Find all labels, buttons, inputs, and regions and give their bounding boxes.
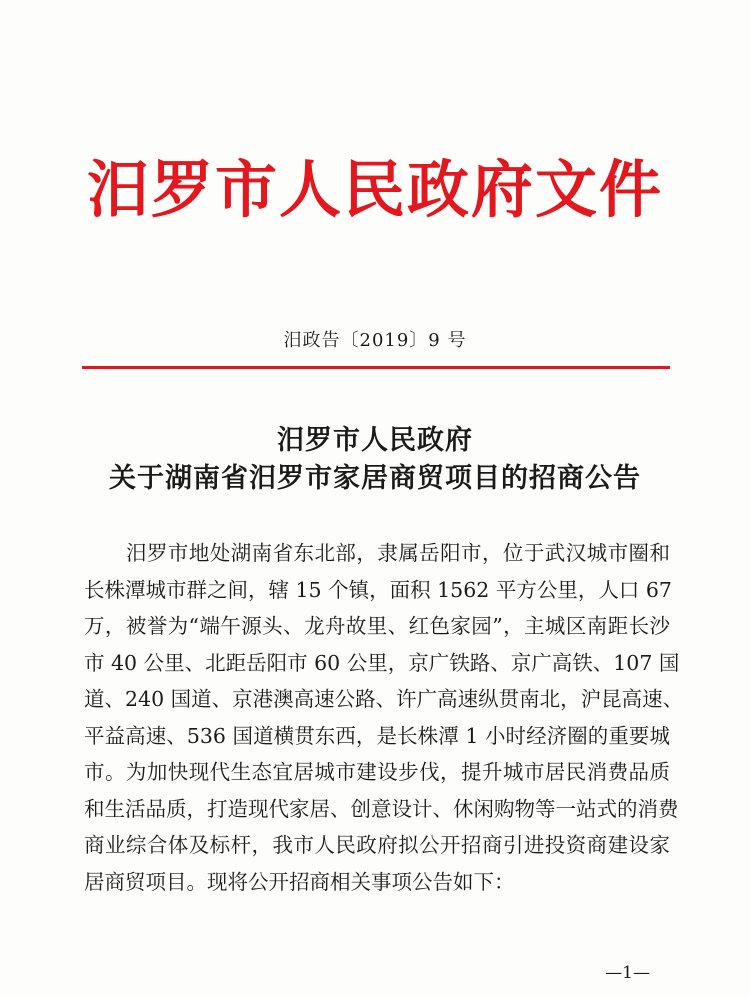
body-line-3: 万，被誉为“端午源头、龙舟故里、红色家园”，主城区南距长沙 <box>84 614 670 638</box>
red-separator-line <box>82 366 670 369</box>
announcement-title-line-2: 关于湖南省汨罗市家居商贸项目的招商公告 <box>109 463 641 494</box>
body-line-4: 市 40 公里、北距岳阳市 60 公里，京广铁路、京广高铁、107 国 <box>84 650 680 675</box>
page-number: —1— <box>605 963 650 983</box>
body-line-8: 和生活品质，打造现代家居、创意设计、休闲购物等一站式的消费 <box>84 796 679 821</box>
issuing-authority-header: 汨罗市人民政府文件 <box>86 153 663 226</box>
body-line-9: 商业综合体及标杆，我市人民政府拟公开招商引进投资商建设家 <box>84 833 670 857</box>
body-paragraph <box>84 535 684 900</box>
body-line-2: 长株潭城市群之间，辖 15 个镇，面积 1562 平方公里，人口 67 <box>84 577 672 602</box>
body-line-6: 平益高速、536 国道横贯东西，是长株潭 1 小时经济圈的重要城 <box>84 723 670 748</box>
body-line-10: 居商贸项目。现将公开招商相关事项公告如下： <box>84 869 515 894</box>
body-line-7: 市。为加快现代生态宜居城市建设步伐，提升城市居民消费品质 <box>84 760 670 784</box>
announcement-title-line-1: 汨罗市人民政府 <box>277 425 473 456</box>
document-number: 汨政告〔2019〕9 号 <box>283 330 467 351</box>
body-line-1: 汨罗市地处湖南省东北部，隶属岳阳市，位于武汉城市圈和 <box>126 541 670 565</box>
body-line-5: 道、240 国道、京港澳高速公路、许广高速纵贯南北，沪昆高速、 <box>84 687 684 711</box>
